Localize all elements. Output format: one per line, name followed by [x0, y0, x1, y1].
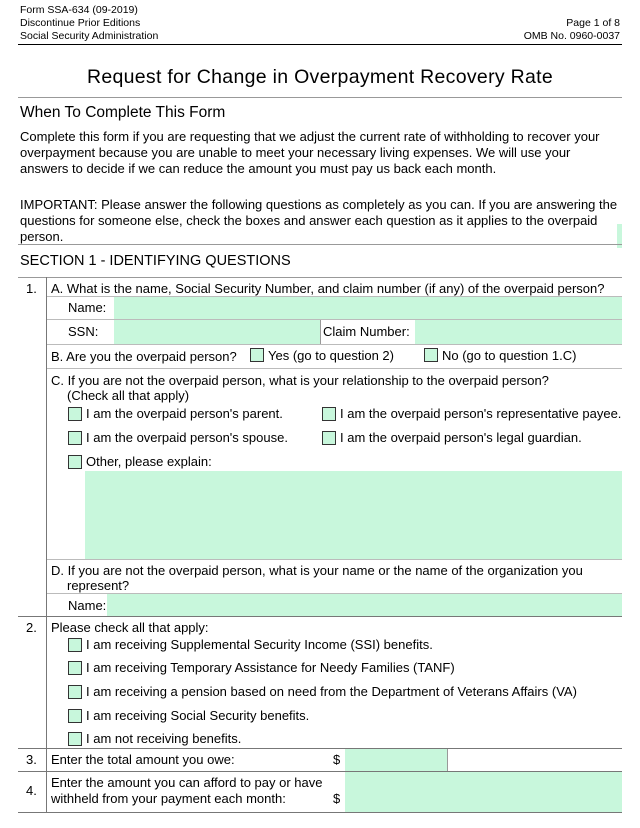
important-paragraph: IMPORTANT: Please answer the following questions as completely as you can. If you are answering the questions for someone else, check the boxes and answer each question as it applies to the overpaid person. [20, 197, 618, 244]
parent-checkbox[interactable] [68, 407, 82, 421]
q1d-text-cont: represent? [67, 578, 130, 593]
total-owed-field[interactable] [345, 749, 447, 771]
yes-label: Yes (go to question 2) [268, 348, 394, 363]
parent-label: I am the overpaid person's parent. [86, 406, 283, 421]
monthly-amount-field[interactable] [345, 772, 622, 812]
q1d-text: D. If you are not the overpaid person, what is your name or the name of the organization you [51, 563, 583, 578]
ssi-checkbox[interactable] [68, 638, 82, 652]
agency-name: Social Security Administration [20, 30, 159, 42]
yes-checkbox[interactable] [250, 348, 264, 362]
va-pension-checkbox[interactable] [68, 685, 82, 699]
q4-text-line1: Enter the amount you can afford to pay or have [51, 775, 323, 790]
q1b-text: B. Are you the overpaid person? [51, 349, 237, 364]
intro-paragraph: Complete this form if you are requesting that we adjust the current rate of withholding to recover your overpayment because you are unable to meet your necessary living expenses. We will use your answers to decide if we can reduce the amount you must pay us back each month. [20, 129, 600, 176]
q1a-text: A. What is the name, Social Security Number, and claim number (if any) of the overpaid person? [51, 281, 605, 296]
other-explain-field[interactable] [85, 471, 622, 559]
guardian-checkbox[interactable] [322, 431, 336, 445]
section1-heading: SECTION 1 - IDENTIFYING QUESTIONS [20, 253, 291, 269]
name-field[interactable] [114, 297, 622, 319]
no-label: No (go to question 1.C) [442, 348, 577, 363]
q4-number: 4. [26, 783, 37, 798]
ssn-label: SSN: [68, 324, 99, 339]
rep-name-label: Name: [68, 598, 107, 613]
va-pension-label: I am receiving a pension based on need from the Department of Veterans Affairs (VA) [86, 684, 577, 699]
q4-text-line2: withheld from your payment each month: [51, 791, 286, 806]
ss-benefits-label: I am receiving Social Security benefits. [86, 708, 310, 723]
spouse-label: I am the overpaid person's spouse. [86, 430, 288, 445]
rep-payee-label: I am the overpaid person's representative payee. [340, 406, 622, 421]
q4-currency: $ [333, 791, 341, 806]
claim-number-label: Claim Number: [323, 324, 410, 339]
q2-text: Please check all that apply: [51, 620, 209, 635]
tanf-checkbox[interactable] [68, 661, 82, 675]
ss-benefits-checkbox[interactable] [68, 709, 82, 723]
other-label: Other, please explain: [86, 454, 212, 469]
section-heading-when: When To Complete This Form [20, 104, 226, 121]
q1c-text: C. If you are not the overpaid person, what is your relationship to the overpaid person? [51, 373, 549, 388]
rep-name-field[interactable] [107, 594, 622, 616]
form-id: Form SSA-634 (09-2019) [20, 4, 138, 16]
ssn-field[interactable] [114, 320, 320, 344]
spouse-checkbox[interactable] [68, 431, 82, 445]
page-number: Page 1 of 8 [566, 17, 620, 29]
q3-text: Enter the total amount you owe: [51, 752, 235, 767]
q2-number: 2. [26, 620, 37, 635]
name-label: Name: [68, 300, 107, 315]
q3-number: 3. [26, 752, 37, 767]
ssi-label: I am receiving Supplemental Security Income (SSI) benefits. [86, 637, 433, 652]
q1-number: 1. [26, 281, 37, 296]
q3-currency: $ [333, 752, 341, 767]
omb-number: OMB No. 0960-0037 [523, 30, 620, 42]
no-benefits-label: I am not receiving benefits. [86, 731, 242, 746]
tanf-label: I am receiving Temporary Assistance for Needy Families (TANF) [86, 660, 455, 675]
page-title: Request for Change in Overpayment Recovery Rate [86, 66, 554, 88]
no-benefits-checkbox[interactable] [68, 732, 82, 746]
no-checkbox[interactable] [424, 348, 438, 362]
rep-payee-checkbox[interactable] [322, 407, 336, 421]
discontinue-note: Discontinue Prior Editions [20, 17, 141, 29]
q1c-subtext: (Check all that apply) [67, 388, 190, 403]
guardian-label: I am the overpaid person's legal guardian. [340, 430, 582, 445]
claim-number-field[interactable] [415, 320, 622, 344]
other-checkbox[interactable] [68, 455, 82, 469]
